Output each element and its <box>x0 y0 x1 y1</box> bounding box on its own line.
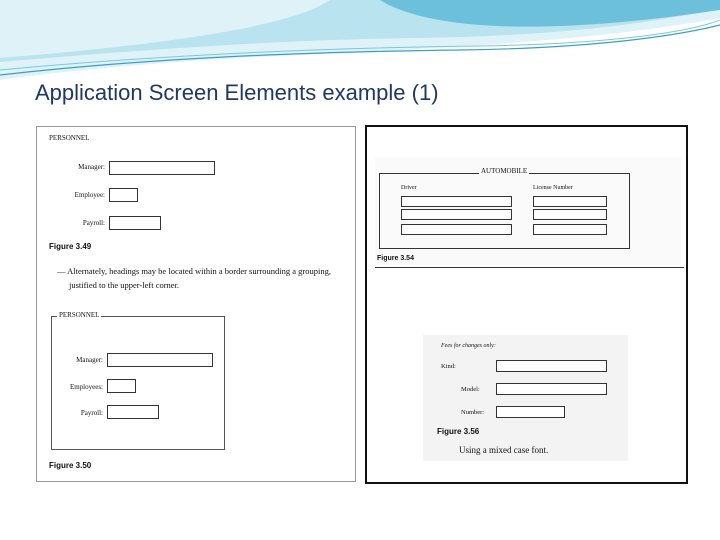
fig54-license-row-2 <box>533 209 607 220</box>
fig50-employee-label: Employees: <box>69 383 103 391</box>
fig56-kind-field <box>496 360 607 372</box>
note-line-1: — Alternately, headings may be located within a border surrounding a grouping, <box>57 266 331 276</box>
fig50-heading: PERSONNEL <box>59 311 100 319</box>
fig50-caption: Figure 3.50 <box>49 461 92 470</box>
fig50-payroll-label: Payroll: <box>80 409 103 417</box>
left-figure-panel <box>36 126 356 482</box>
fig54-driver-row-3 <box>401 224 512 235</box>
fig56-model-field <box>496 383 607 395</box>
fig56-number-field <box>496 406 565 418</box>
fig54-caption: Figure 3.54 <box>377 255 414 262</box>
slide-title: Application Screen Elements example (1) <box>35 80 439 105</box>
fig56-kind-label: Kind: <box>441 363 456 370</box>
fig54-license-row-3 <box>533 224 607 235</box>
fig50-employee-field <box>107 379 136 393</box>
fig56-model-label: Model: <box>461 386 480 393</box>
header-wave-banner <box>0 0 720 90</box>
fig49-caption: Figure 3.49 <box>49 242 92 251</box>
fig56-background <box>423 335 628 461</box>
fig50-payroll-field <box>107 405 159 419</box>
fig56-subcaption: Using a mixed case font. <box>459 445 549 455</box>
fig54-heading: AUTOMOBILE <box>481 167 528 175</box>
fig54-divider <box>375 267 684 268</box>
fig56-heading: Fees for changes only: <box>441 343 496 349</box>
fig54-license-header: License Number <box>533 185 573 191</box>
fig49-heading: PERSONNEL <box>49 134 90 142</box>
fig54-driver-row-2 <box>401 209 512 220</box>
note-line-2: justified to the upper-left corner. <box>69 280 180 290</box>
fig54-driver-row-1 <box>401 196 512 207</box>
fig50-manager-field <box>107 353 213 367</box>
fig54-driver-header: Driver <box>401 185 417 191</box>
fig49-payroll-field <box>109 216 161 230</box>
fig56-caption: Figure 3.56 <box>437 427 480 436</box>
fig49-employee-field <box>109 188 138 202</box>
fig50-manager-label: Manager: <box>76 356 103 364</box>
fig49-manager-field <box>109 161 215 175</box>
fig49-payroll-label: Payroll: <box>82 219 105 227</box>
fig49-manager-label: Manager: <box>78 163 105 171</box>
right-figure-panel <box>365 125 688 484</box>
fig49-employee-label: Employee: <box>74 191 105 199</box>
fig54-license-row-1 <box>533 196 607 207</box>
fig56-number-label: Number: <box>461 409 485 416</box>
